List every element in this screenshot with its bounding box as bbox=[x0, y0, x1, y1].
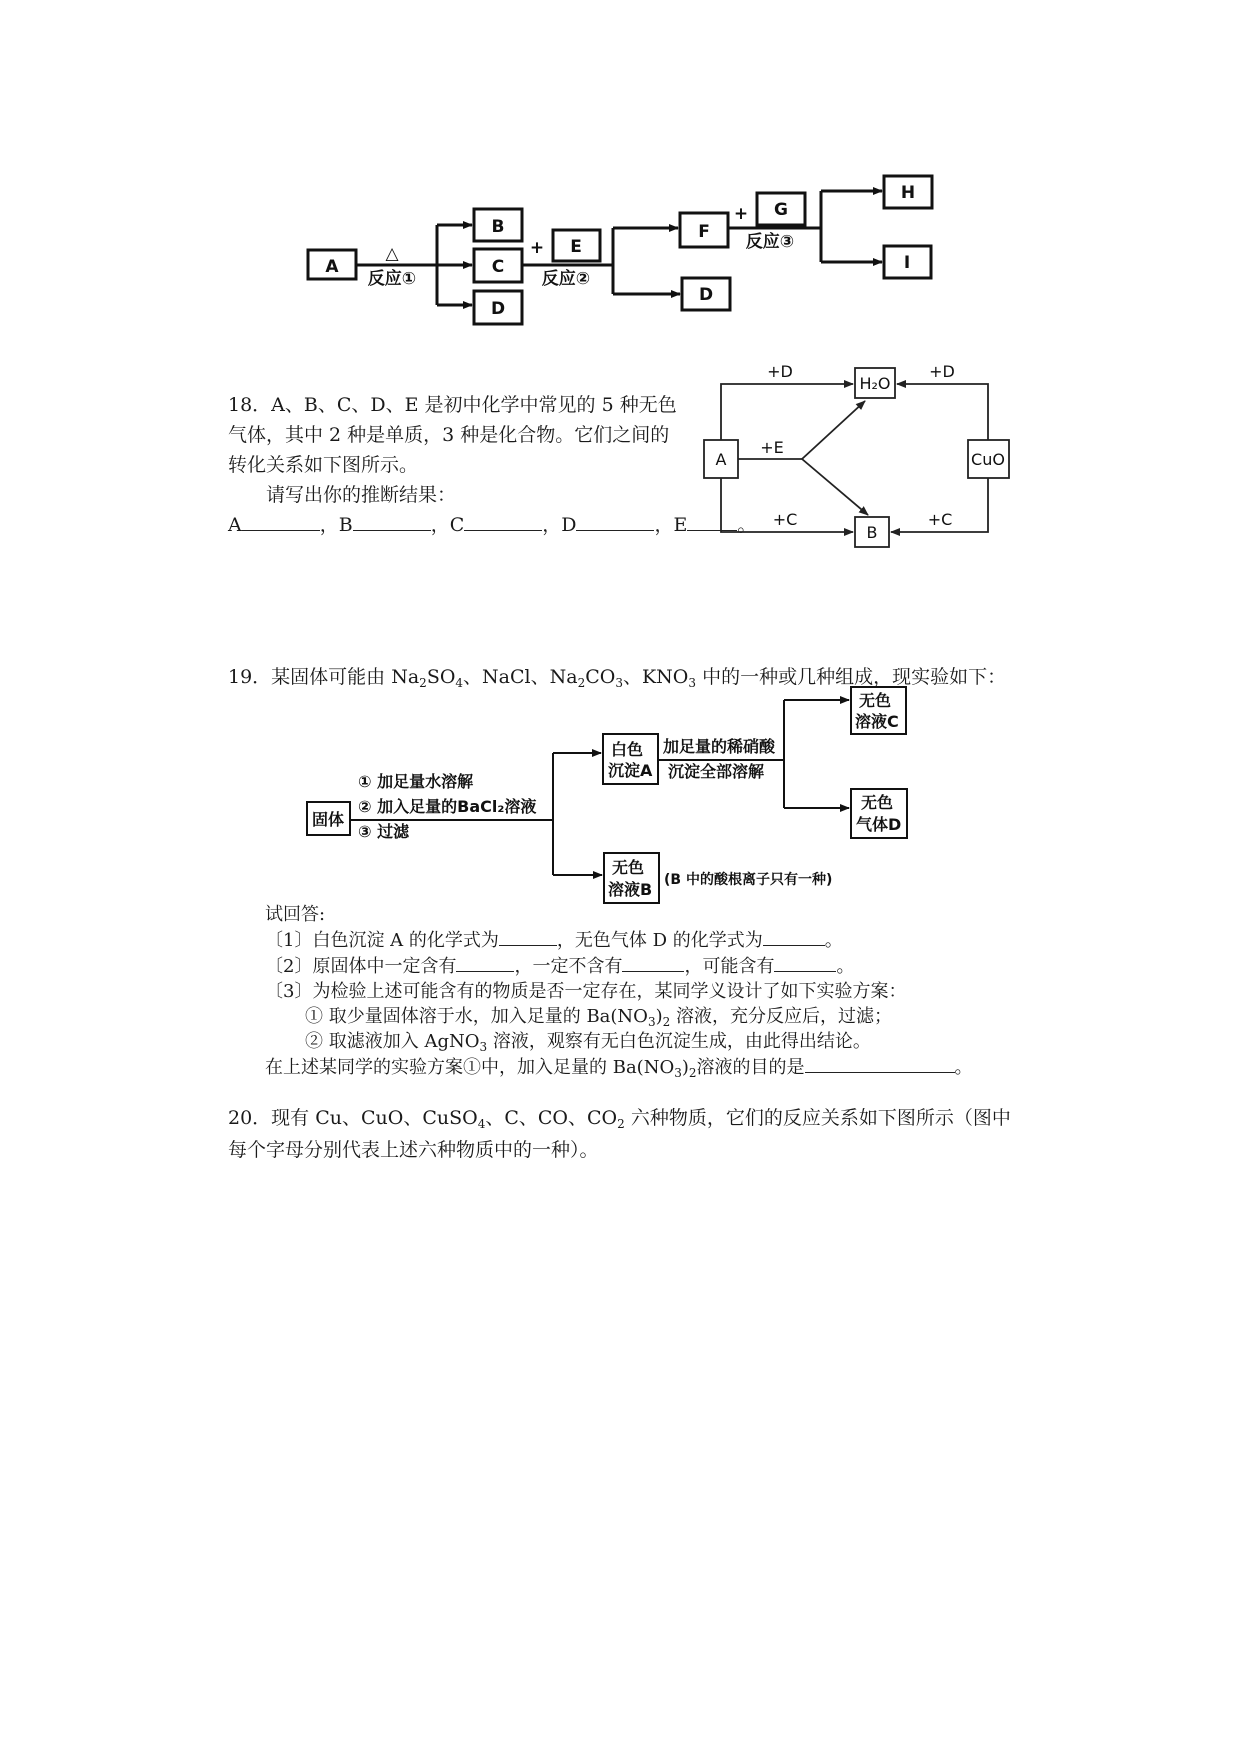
q18-line-2: 气体，其中 2 种是单质，3 种是化合物。它们之间的 bbox=[228, 424, 670, 446]
gas-d-line-1: 无色 bbox=[861, 793, 894, 812]
step-2-label: ② 加入足量的BaCl₂溶液 bbox=[358, 797, 537, 816]
label-i: I bbox=[903, 253, 911, 273]
q19-part-3: 〔3〕为检验上述可能含有的物质是否一定存在，某同学义设计了如下实验方案： bbox=[265, 981, 907, 1002]
sol-b-line-1: 无色 bbox=[612, 858, 645, 877]
label-h2o: H₂O bbox=[859, 374, 891, 393]
q18-answer-line bbox=[228, 510, 756, 540]
plus-c-right: +C bbox=[927, 510, 953, 529]
reaction-1-label: 反应① bbox=[367, 269, 417, 289]
label-a: A bbox=[715, 450, 727, 469]
step-3-label: ③ 过滤 bbox=[358, 822, 410, 841]
plus-e: + bbox=[529, 238, 545, 258]
ppt-a-line-1: 白色 bbox=[611, 740, 644, 759]
answer-ppt-a-blank[interactable] bbox=[499, 927, 557, 946]
sol-c-line-2: 溶液C bbox=[855, 712, 899, 731]
answer-a-blank[interactable] bbox=[242, 512, 320, 531]
q19-step-2-a: ② 取滤液加入 AgNO bbox=[305, 1031, 480, 1052]
question-19-body bbox=[265, 902, 973, 1080]
label-c: C bbox=[491, 257, 505, 277]
sol-c-line-1: 无色 bbox=[859, 691, 892, 710]
q18-line-3: 转化关系如下图所示。 bbox=[228, 454, 419, 476]
q19-part-1-b: ，无色气体 D 的化学式为 bbox=[556, 930, 763, 951]
answer-may-contain-blank[interactable] bbox=[774, 953, 836, 972]
plus-e: +E bbox=[760, 438, 784, 457]
answer-contains-blank[interactable] bbox=[456, 953, 514, 972]
gas-conversion-diagram-18 bbox=[690, 355, 1030, 555]
label-a: A bbox=[325, 257, 339, 277]
reaction-flow-diagram-17 bbox=[0, 0, 1241, 340]
q18-line-1: 18．A、B、C、D、E 是初中化学中常见的 5 种无色 bbox=[228, 394, 677, 416]
answer-c-label: ，C bbox=[430, 514, 465, 536]
q19-part-2-c: ，可能含有 bbox=[684, 956, 775, 977]
q19-step-2: ② 取滤液加入 AgNO$_3$ 溶液，观察有无白色沉淀生成，由此得出结论。 bbox=[305, 1031, 871, 1054]
answer-d-blank[interactable] bbox=[576, 512, 654, 531]
answer-purpose-blank[interactable] bbox=[805, 1054, 955, 1073]
question-20 bbox=[228, 1102, 1011, 1166]
answer-b-label: ，B bbox=[319, 514, 353, 536]
q19-step-1-a: ① 取少量固体溶于水，加入足量的 Ba(NO bbox=[305, 1006, 648, 1027]
note-b: (B 中的酸根离子只有一种) bbox=[664, 872, 833, 888]
q19-part-2-b: ，一定不含有 bbox=[514, 956, 623, 977]
q18-line-4: 请写出你的推断结果： bbox=[266, 484, 457, 506]
step-1-label: ① 加足量水溶解 bbox=[358, 772, 474, 791]
plus-d-left: +D bbox=[767, 362, 793, 381]
q20-line-1-c: 六种物质，它们的反应关系如下图所示（图中 bbox=[624, 1107, 1011, 1129]
q19-final: 在上述某同学的实验方案①中，加入足量的 $Ba(NO_3)_2$溶液的目的是 。 bbox=[265, 1054, 973, 1080]
q19-part-1 bbox=[265, 927, 973, 953]
answer-a-label: A bbox=[228, 514, 242, 536]
sol-b-line-2: 溶液B bbox=[608, 880, 653, 899]
answer-e-label: ，E bbox=[654, 514, 688, 536]
label-d2: D bbox=[698, 285, 714, 305]
q19-part-2-a: 〔2〕原固体中一定含有 bbox=[265, 956, 457, 977]
plus-g: + bbox=[733, 204, 749, 224]
label-d: D bbox=[490, 299, 506, 319]
q19-part-1-a: 〔1〕白色沉淀 A 的化学式为 bbox=[265, 930, 499, 951]
label-h: H bbox=[900, 183, 916, 203]
reaction-3-label: 反应③ bbox=[745, 232, 795, 252]
label-cuo: CuO bbox=[971, 450, 1005, 469]
label-solid: 固体 bbox=[312, 810, 345, 829]
label-e: E bbox=[570, 237, 582, 257]
label-b: B bbox=[866, 523, 878, 542]
answer-d-label: ，D bbox=[542, 514, 577, 536]
experiment-flow-diagram-19 bbox=[0, 680, 1241, 910]
q19-intro-suffix: 中的一种或几种组成，现实验如下： bbox=[702, 666, 1007, 688]
answer-gas-d-blank[interactable] bbox=[763, 927, 825, 946]
label-b: B bbox=[491, 217, 505, 237]
question-19-intro: 19．某固体可能由 $Na_2SO_4$、NaCl、$Na_2CO_3$、$KNO_3$ 中的一种或几种组成，现实验如下： bbox=[228, 666, 1007, 690]
q19-part-2-d: 。 bbox=[836, 956, 855, 977]
q20-line-1-a: 20．现有 Cu、CuO、CuSO bbox=[228, 1107, 478, 1129]
q19-part-2 bbox=[265, 953, 973, 979]
q19-final-c: 。 bbox=[954, 1057, 973, 1078]
q20-line-2: 每个字母分别代表上述六种物质中的一种）。 bbox=[228, 1139, 599, 1161]
q19-final-a: 在上述某同学的实验方案①中，加入足量的 Ba(NO bbox=[265, 1057, 675, 1078]
heat-symbol: △ bbox=[385, 244, 399, 264]
acid-line-1: 加足量的稀硝酸 bbox=[663, 737, 776, 756]
label-f: F bbox=[698, 222, 710, 242]
plus-d-right: +D bbox=[929, 362, 955, 381]
period: 。 bbox=[737, 514, 757, 536]
answer-b-blank[interactable] bbox=[353, 512, 431, 531]
question-18 bbox=[228, 390, 756, 540]
q19-step-2-b: 溶液，观察有无白色沉淀生成，由此得出结论。 bbox=[487, 1031, 871, 1052]
label-g: G bbox=[774, 200, 788, 220]
acid-line-2: 沉淀全部溶解 bbox=[668, 762, 765, 781]
q19-intro-prefix: 19．某固体可能由 bbox=[228, 666, 392, 688]
q20-line-1-b: 、C、CO、CO bbox=[485, 1107, 618, 1129]
ppt-a-line-2: 沉淀A bbox=[608, 761, 653, 780]
plus-c-left: +C bbox=[772, 510, 798, 529]
q19-part-1-c: 。 bbox=[824, 930, 843, 951]
answer-not-contains-blank[interactable] bbox=[622, 953, 684, 972]
answer-c-blank[interactable] bbox=[464, 512, 542, 531]
q19-step-1-b: 溶液，充分反应后，过滤； bbox=[675, 1006, 892, 1027]
q20-line-1: 20．现有 Cu、CuO、CuSO$_4$、C、CO、$CO_2$ 六种物质，它们的反应关系如下图所示（图中 bbox=[228, 1107, 1011, 1131]
q19-step-1: ① 取少量固体溶于水，加入足量的 $Ba(NO_3)_2$ 溶液，充分反应后，过滤； bbox=[305, 1006, 892, 1029]
ask-label: 试回答: bbox=[265, 904, 326, 925]
reaction-2-label: 反应② bbox=[541, 269, 591, 289]
q19-final-b: 溶液的目的是 bbox=[696, 1057, 805, 1078]
gas-d-line-2: 气体D bbox=[856, 815, 902, 834]
